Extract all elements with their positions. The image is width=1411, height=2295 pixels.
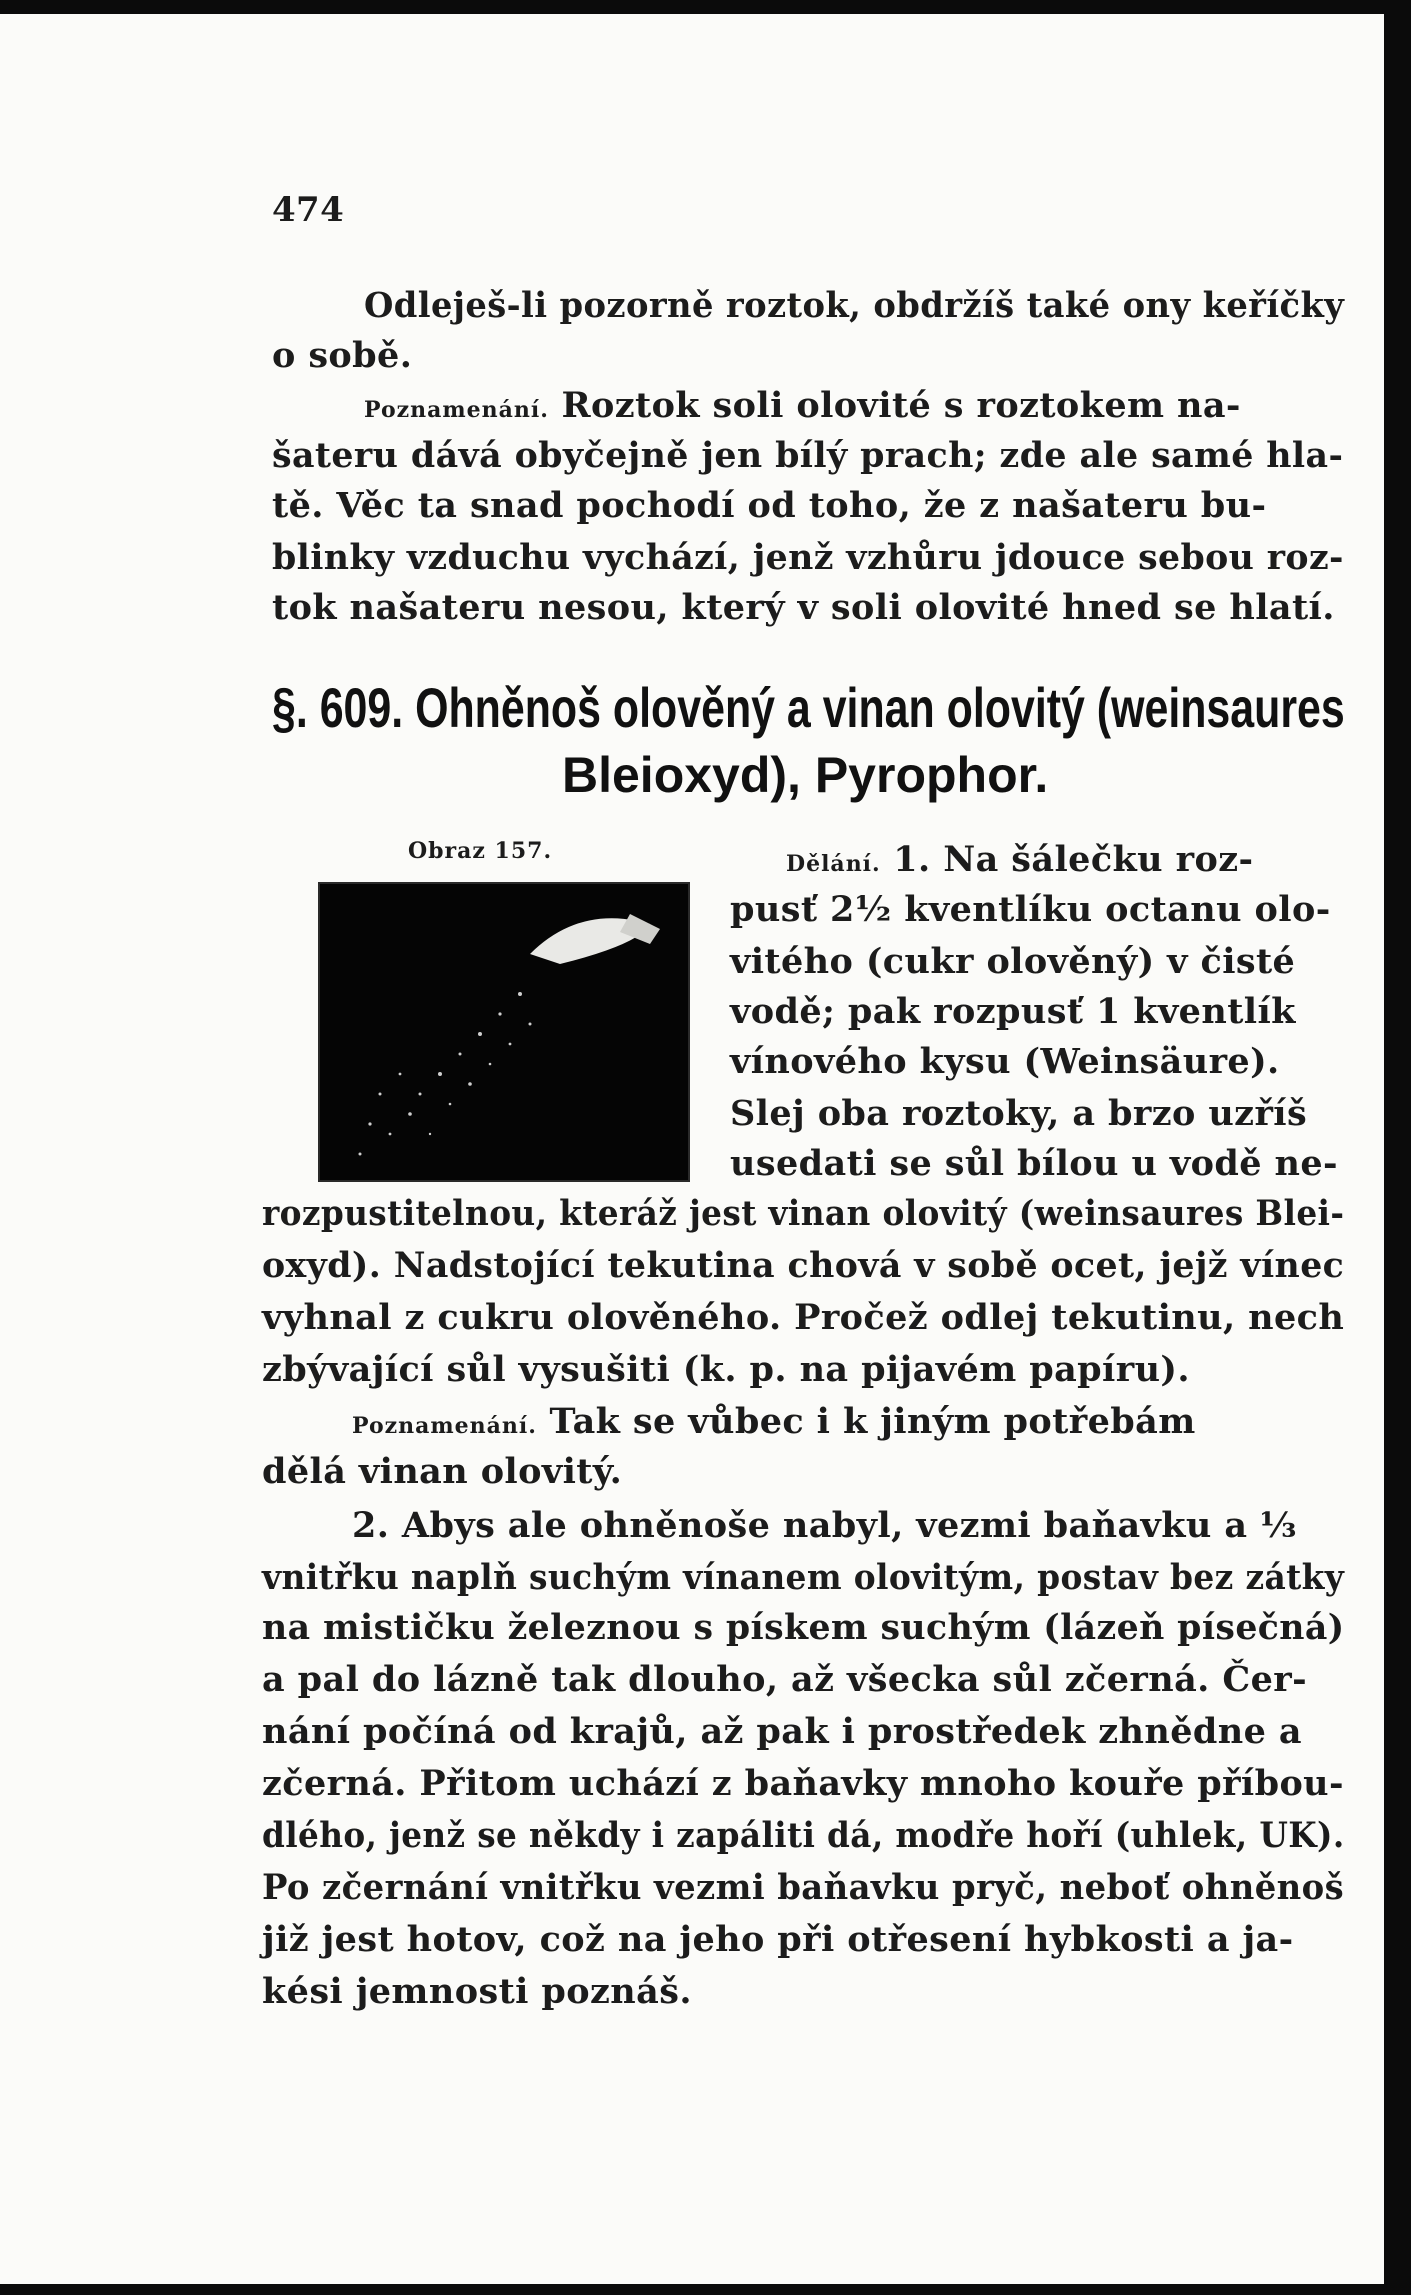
note-line: dělá vinan olovitý. — [262, 1451, 623, 1492]
step-line: vodě; pak rozpusť 1 kventlík — [730, 991, 1296, 1032]
step-line: kési jemnosti poznáš. — [262, 1971, 692, 2012]
note-label: Poznamenání. — [352, 1413, 537, 1439]
step-line: pusť 2½ kventlíku octanu olo- — [730, 889, 1331, 930]
step-line: na mističku železnou s pískem suchým (lázeň písečná) — [262, 1607, 1345, 1648]
figure-illustration — [318, 882, 690, 1182]
step-line: vínového kysu (Weinsäure). — [730, 1041, 1280, 1082]
pyrophor-illustration-icon — [320, 884, 688, 1180]
step-line: již jest hotov, což na jeho při otřesení hybkosti a ja- — [262, 1919, 1294, 1960]
step-line: vyhnal z cukru olověného. Pročež odlej tekutinu, nech — [262, 1297, 1345, 1338]
note-line: šateru dává obyčejně jen bílý prach; zde ale samé hla- — [272, 435, 1344, 476]
step-line: vnitřku naplň suchým vínanem olovitým, postav bez zátky — [262, 1557, 1345, 1598]
section-heading: §. 609. Ohněnoš olověný a vinan olovitý (weinsaures — [272, 676, 1345, 739]
step-line: zbývající sůl vysušiti (k. p. na pijavém papíru). — [262, 1349, 1190, 1390]
step-line: vitého (cukr olověný) v čisté — [730, 941, 1296, 982]
scan-border-right — [1384, 0, 1411, 2295]
scan-border-top — [0, 0, 1384, 14]
step-line — [786, 836, 1253, 888]
note-line — [364, 382, 1241, 434]
note-line — [352, 1398, 1196, 1450]
note-line: blinky vzduchu vychází, jenž vzhůru jdouce sebou roz- — [272, 537, 1344, 578]
scan-border-bottom — [0, 2284, 1384, 2295]
step-text: 1. Na šálečku roz- — [880, 839, 1254, 880]
note-line: tě. Věc ta snad pochodí od toho, že z našateru bu- — [272, 485, 1267, 526]
step-label: Dělání. — [786, 851, 881, 877]
step-line: zčerná. Přitom uchází z baňavky mnoho kouře příbou- — [262, 1763, 1344, 1804]
note-line: tok našateru nesou, který v soli olovité hned se hlatí. — [272, 587, 1335, 628]
step-line: rozpustitelnou, kteráž jest vinan olovitý (weinsaures Blei- — [262, 1193, 1345, 1234]
note-label: Poznamenání. — [364, 397, 549, 423]
figure-caption: Obraz 157. — [408, 838, 553, 864]
step-line: Slej oba roztoky, a brzo uzříš — [730, 1093, 1308, 1134]
step-line: dlého, jenž se někdy i zapáliti dá, modře hoří (uhlek, UK). — [262, 1815, 1345, 1856]
note-text: Roztok soli olovité s roztokem na- — [548, 385, 1241, 426]
step-line: 2. Abys ale ohněnoše nabyl, vezmi baňavku a ⅓ — [352, 1505, 1297, 1546]
step-line: nání počíná od krajů, až pak i prostředek zhnědne a — [262, 1711, 1302, 1752]
step-line: Po zčernání vnitřku vezmi baňavku pryč, neboť ohněnoš — [262, 1867, 1345, 1908]
section-heading-cont: Bleioxyd), Pyrophor. — [562, 747, 1049, 803]
step-line: oxyd). Nadstojící tekutina chová v sobě ocet, jejž vínec — [262, 1245, 1345, 1286]
intro-line: o sobě. — [272, 335, 413, 376]
intro-line: Odleješ-li pozorně roztok, obdržíš také ony keříčky — [364, 285, 1345, 326]
step-line: a pal do lázně tak dlouho, až všecka sůl zčerná. Čer- — [262, 1659, 1308, 1700]
note-text: Tak se vůbec i k jiným potřebám — [536, 1401, 1196, 1442]
step-line: usedati se sůl bílou u vodě ne- — [730, 1143, 1338, 1184]
page-number: 474 — [272, 190, 345, 230]
